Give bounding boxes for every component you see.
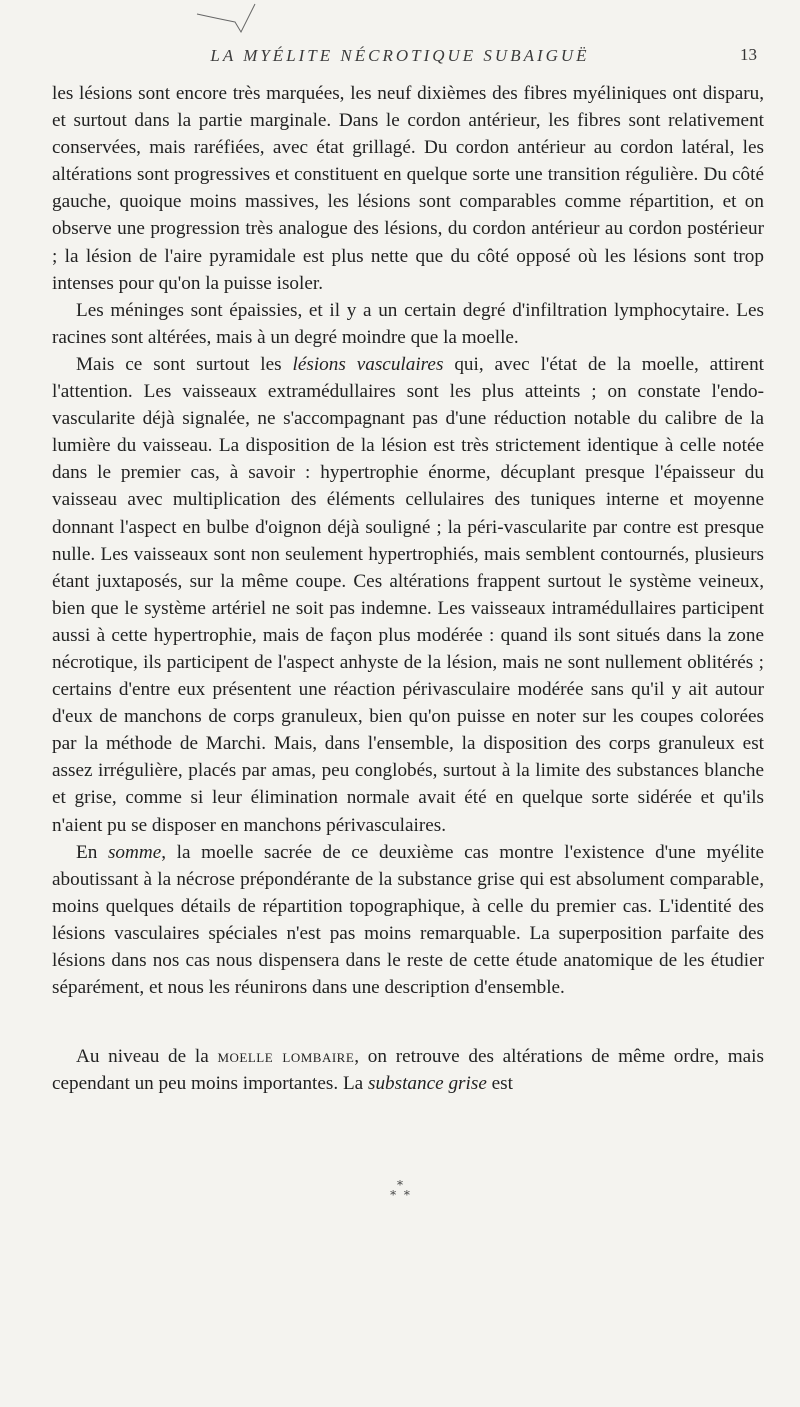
paragraph-5 <box>52 1043 764 1097</box>
running-title: LA MYÉLITE NÉCROTIQUE SUBAIGUË <box>210 46 590 65</box>
paragraph-1 <box>52 80 764 297</box>
paragraph-3-run-1: Mais ce sont surtout les <box>76 353 293 375</box>
body-text <box>52 80 764 1097</box>
asterism-star-top: * <box>397 1178 403 1192</box>
paragraph-5-run-2: moelle lombaire <box>217 1046 355 1068</box>
pen-stroke-mark <box>195 0 265 36</box>
paragraph-1-run-1: les lésions sont encore très marquées, les neuf dixièmes des fibres myéliniques ont disparu, et surtout dans la partie marginale. Dans le cordon antérieur, les fibres sont relativement conservées, mais raréfiées, avec état grillagé. Du cordon antérieur au cordon latéral, les altérations sont progressives et constituent en quelque sorte une transition régulière. Du côté gauche, quoique moins massives, les lésions sont comparables comme répartition, et on observe une progression très analogue des lésions, du cordon antérieur au cordon postérieur ; la lésion de l'aire pyramidale est plus nette que du côté opposé où les lésions sont trop intenses pour qu'on la puisse isoler. <box>52 83 764 294</box>
paragraph-5-run-4: substance grise <box>367 1073 487 1095</box>
paragraph-4-run-3: , la moelle sacrée de ce deuxième cas montre l'existence d'une myélite aboutissant à la nécrose prépondérante de la substance grise qui est absolument comparable, moins quelques détails de répartition topographique, à celle du premier cas. L'identité des lésions vasculaires spéciales n'est pas moins remarquable. La superposition parfaite des lésions dans nos cas nous dispensera dans le reste de cette étude anatomique de les étudier séparément, et nous les réunirons dans une description d'ensemble. <box>52 841 764 999</box>
paragraph-3-run-3: qui, avec l'état de la moelle, attirent l'attention. Les vaisseaux extramédullaires sont les plus atteints ; on constate l'endo-vascularite déjà signalée, ne s'accompagnant pas d'une réduction notable du calibre de la lumière du vaisseau. La disposition de la lésion est très strictement identique à celle notée dans le premier cas, à savoir : hypertrophie énorme, décuplant presque l'épaisseur du vaisseau avec multiplication des éléments cellulaires des tuniques interne et moyenne donnant l'aspect en bulbe d'oignon déjà souligné ; la péri-vascularite par contre est presque nulle. Les vaisseaux sont non seulement hypertrophiés, mais semblent contournés, plusieurs étant juxtaposés, sur la même coupe. Ces altérations frappent surtout le système veineux, bien que le système artériel ne soit pas indemne. Les vaisseaux intramédullaires participent aussi à cette hypertrophie, mais de façon plus modérée : quand ils sont situés dans la zone nécrotique, ils participent de l'aspect anhyste de la lésion, mais ne sont nullement oblitérés ; certains d'entre eux présentent une réaction périvasculaire modérée sans qu'il y ait autour d'eux de manchons de corps granuleux, bien qu'on puisse en noter sur les coupes colorées par la méthode de Marchi. Mais, dans l'ensemble, la disposition des corps granuleux est assez irrégulière, placés par amas, peu conglobés, surtout à la limite des substances blanche et grise, comme si leur élimination normale avait été en quelque sorte sidérée et qu'ils n'aient pu se disposer en manchons périvasculaires. <box>52 353 764 836</box>
paragraph-4-run-1: En <box>76 841 108 863</box>
paragraph-2-run-1: Les méninges sont épaissies, et il y a un certain degré d'infiltration lymphocytaire. Les racines sont altérées, mais à un degré moindre que la moelle. <box>52 299 764 348</box>
asterism-star-right: * <box>403 1188 410 1202</box>
paragraph-3-run-2: lésions vasculaires <box>292 353 444 375</box>
paragraph-2 <box>52 297 764 351</box>
page-number: 13 <box>740 45 757 64</box>
paragraph-5-run-1: Au niveau de la <box>76 1046 218 1068</box>
section-asterism <box>0 1180 800 1200</box>
paragraph-4 <box>52 839 764 1002</box>
paragraph-5-run-5: est <box>486 1073 513 1095</box>
paragraph-3 <box>52 351 764 839</box>
paragraph-5-run-3: , on retrouve des altérations de même ordre, mais cependant un peu moins importantes. La <box>52 1046 764 1095</box>
asterism-star-left: * <box>390 1188 397 1202</box>
paragraph-4-run-2: somme <box>107 841 162 863</box>
asterism-stars-bottom <box>0 1190 800 1200</box>
